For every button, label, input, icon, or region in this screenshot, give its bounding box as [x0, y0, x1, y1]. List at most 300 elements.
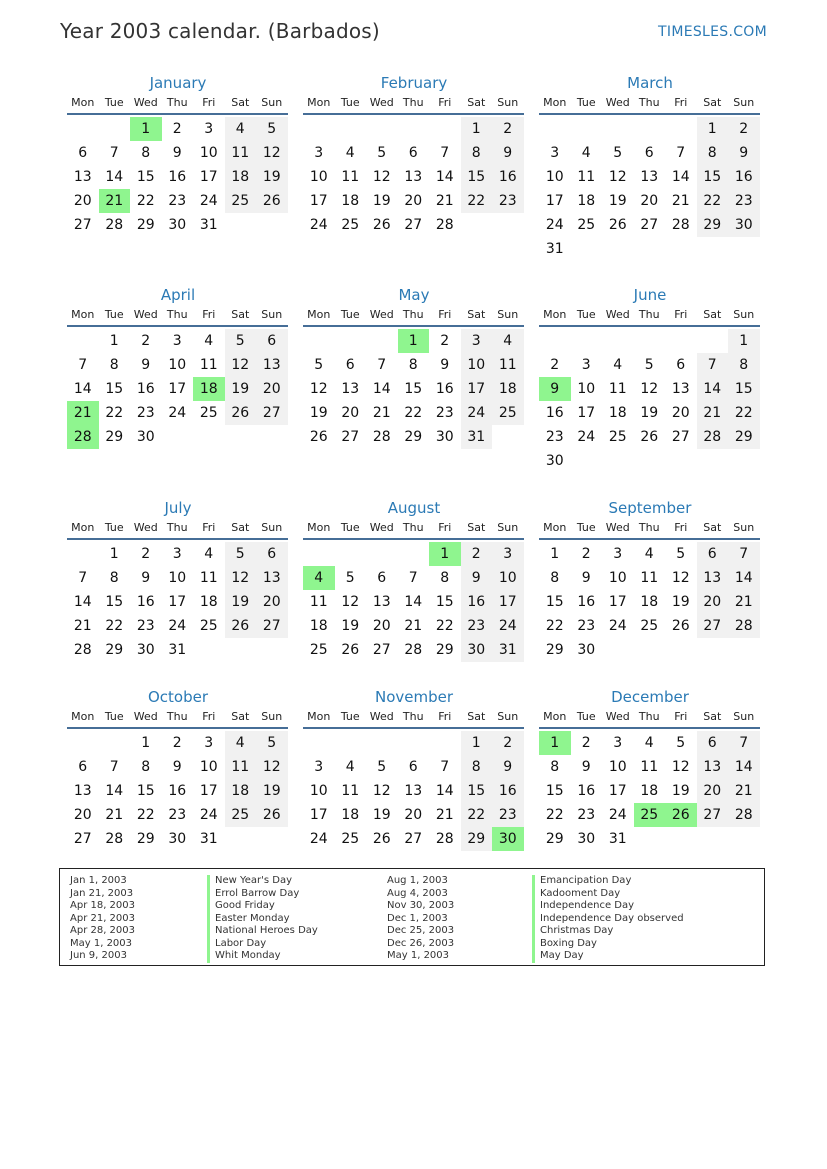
day-cell: 4 [345, 759, 355, 775]
day-cell: 29 [105, 642, 124, 658]
header-rule [539, 727, 760, 729]
day-cell: 13 [73, 783, 92, 799]
weekday-label: Sun [261, 710, 283, 723]
weekday-header [67, 306, 289, 323]
day-cell: 31 [461, 425, 493, 449]
day-cell: 6 [345, 357, 355, 373]
weekday-label: Fri [438, 521, 452, 534]
weekday-header [303, 519, 525, 536]
day-cell: 28 [671, 217, 690, 233]
day-cell: 26 [640, 429, 659, 445]
day-cell: 9 [581, 759, 591, 775]
day-cell: 4 [492, 329, 524, 353]
day-cell: 13 [697, 755, 729, 779]
day-cell: 22 [697, 189, 729, 213]
day-cell: 13 [73, 169, 92, 185]
day-cell: 11 [225, 141, 257, 165]
holiday-date: Dec 26, 2003 [387, 937, 455, 949]
weekday-label: Wed [369, 521, 394, 534]
day-cell: 6 [377, 570, 387, 586]
day-cell: 8 [141, 145, 151, 161]
weekday-label: Sun [733, 710, 755, 723]
empty-cell [366, 731, 398, 755]
day-cell: 9 [492, 755, 524, 779]
weekday-label: Mon [71, 710, 95, 723]
weekday-label: Tue [340, 710, 360, 723]
day-cell: 7 [440, 759, 450, 775]
day-cell: 30 [728, 213, 760, 237]
day-cell: 4 [225, 731, 257, 755]
days-grid [539, 542, 761, 662]
day-cell: 14 [671, 169, 690, 185]
day-cell: 1 [461, 117, 493, 141]
day-cell: 2 [581, 546, 591, 562]
days-grid [539, 731, 761, 851]
day-cell: 12 [341, 594, 360, 610]
header-rule [539, 325, 760, 327]
day-cell: 18 [341, 807, 360, 823]
day-cell: 25 [341, 831, 360, 847]
weekday-label: Mon [307, 308, 331, 321]
days-grid [303, 542, 525, 662]
day-cell: 9 [172, 145, 182, 161]
day-cell: 12 [671, 759, 690, 775]
day-cell: 29 [435, 642, 454, 658]
day-cell: 30 [461, 638, 493, 662]
day-cell: 27 [73, 217, 92, 233]
weekday-label: Sun [497, 710, 519, 723]
holiday-name: Errol Barrow Day [207, 888, 318, 901]
day-cell: 10 [199, 145, 218, 161]
day-cell: 17 [577, 405, 596, 421]
day-cell: 17 [608, 594, 627, 610]
day-cell: 11 [492, 353, 524, 377]
day-cell: 31 [199, 217, 218, 233]
day-cell: 24 [545, 217, 564, 233]
day-cell: 22 [728, 401, 760, 425]
day-cell: 26 [671, 618, 690, 634]
day-cell: 5 [676, 735, 686, 751]
day-cell: 31 [199, 831, 218, 847]
day-cell: 21 [697, 401, 729, 425]
day-cell: 16 [136, 381, 155, 397]
day-cell: 28 [435, 831, 454, 847]
empty-cell [366, 329, 398, 353]
holiday-name: Independence Day observed [532, 913, 684, 926]
day-cell: 2 [440, 333, 450, 349]
day-cell: 23 [492, 189, 524, 213]
days-grid [539, 329, 761, 473]
empty-cell [602, 117, 634, 141]
month-title: January [149, 74, 207, 92]
day-cell: 8 [408, 357, 418, 373]
holiday-name: May Day [532, 950, 684, 963]
weekday-label: Mon [543, 96, 567, 109]
weekday-label: Fri [674, 521, 688, 534]
weekday-label: Mon [307, 96, 331, 109]
day-cell: 8 [461, 141, 493, 165]
day-cell: 29 [105, 429, 124, 445]
day-cell: 22 [545, 807, 564, 823]
day-cell: 11 [640, 570, 659, 586]
empty-cell [398, 542, 430, 566]
day-cell: 15 [461, 165, 493, 189]
day-cell: 6 [78, 145, 88, 161]
site-link[interactable]: TIMESLES.COM [658, 24, 767, 40]
holiday-names-left [207, 875, 318, 963]
day-cell: 20 [73, 807, 92, 823]
day-cell: 23 [577, 618, 596, 634]
day-cell: 15 [105, 381, 124, 397]
day-cell: 25 [225, 803, 257, 827]
day-cell: 12 [256, 755, 288, 779]
day-cell: 10 [168, 357, 187, 373]
empty-cell [303, 542, 335, 566]
weekday-label: Sat [703, 96, 722, 109]
day-cell: 7 [109, 145, 119, 161]
day-cell: 17 [545, 193, 564, 209]
empty-cell [539, 329, 571, 353]
weekday-header [303, 306, 525, 323]
weekday-label: Sun [497, 521, 519, 534]
day-cell: 27 [341, 429, 360, 445]
day-cell: 3 [172, 546, 182, 562]
day-cell: 24 [309, 831, 328, 847]
days-grid [539, 117, 761, 261]
weekday-header [67, 708, 289, 725]
day-cell: 16 [545, 405, 564, 421]
day-cell: 2 [172, 735, 182, 751]
weekday-label: Mon [307, 710, 331, 723]
day-cell: 19 [309, 405, 328, 421]
weekday-label: Mon [71, 308, 95, 321]
weekday-label: Fri [202, 96, 216, 109]
day-cell: 18 [577, 193, 596, 209]
day-cell: 10 [461, 353, 493, 377]
day-cell: 20 [256, 590, 288, 614]
day-cell: 1 [697, 117, 729, 141]
month-title: April [160, 286, 196, 304]
day-cell: 16 [577, 783, 596, 799]
weekday-header [539, 519, 761, 536]
weekday-label: Fri [202, 521, 216, 534]
day-cell: 25 [577, 217, 596, 233]
day-cell: 7 [408, 570, 418, 586]
weekday-label: Fri [438, 96, 452, 109]
weekday-header [67, 94, 289, 111]
day-cell: 16 [461, 590, 493, 614]
day-cell: 18 [225, 779, 257, 803]
day-cell: 21 [435, 193, 454, 209]
day-cell: 6 [78, 759, 88, 775]
empty-cell [398, 731, 430, 755]
day-cell: 7 [377, 357, 387, 373]
day-cell: 23 [577, 807, 596, 823]
day-cell: 4 [345, 145, 355, 161]
weekday-label: Sun [261, 96, 283, 109]
day-cell: 21 [671, 193, 690, 209]
day-cell: 25 [199, 405, 218, 421]
day-cell: 6 [676, 357, 686, 373]
day-cell: 9 [581, 570, 591, 586]
day-cell: 15 [697, 165, 729, 189]
day-cell: 11 [608, 381, 627, 397]
empty-cell [539, 117, 571, 141]
day-cell: 17 [461, 377, 493, 401]
day-cell: 24 [168, 405, 187, 421]
weekday-label: Tue [340, 521, 360, 534]
day-cell: 13 [640, 169, 659, 185]
day-cell: 6 [644, 145, 654, 161]
empty-cell [571, 329, 603, 353]
weekday-label: Thu [166, 96, 188, 109]
empty-cell [303, 731, 335, 755]
day-cell: 22 [105, 405, 124, 421]
day-cell: 10 [309, 169, 328, 185]
holiday-name: Christmas Day [532, 925, 684, 938]
day-cell: 13 [671, 381, 690, 397]
day-cell: 8 [141, 759, 151, 775]
day-cell: 12 [608, 169, 627, 185]
day-cell: 3 [461, 329, 493, 353]
day-cell: 6 [408, 759, 418, 775]
day-cell: 27 [697, 614, 729, 638]
days-grid [303, 117, 525, 237]
day-cell: 30 [168, 831, 187, 847]
day-cell: 4 [225, 117, 257, 141]
day-cell: 19 [640, 405, 659, 421]
day-cell: 17 [199, 783, 218, 799]
day-cell: 29 [545, 831, 564, 847]
day-cell: 3 [204, 121, 214, 137]
day-cell: 4 [613, 357, 623, 373]
day-cell: 14 [105, 169, 124, 185]
day-cell: 20 [404, 193, 423, 209]
day-cell: 23 [461, 614, 493, 638]
day-cell: 20 [640, 193, 659, 209]
day-cell: 5 [345, 570, 355, 586]
day-cell: 31 [545, 241, 564, 257]
weekday-label: Fri [438, 308, 452, 321]
day-cell: 28 [73, 642, 92, 658]
month-may [303, 284, 525, 449]
day-cell: 15 [461, 779, 493, 803]
day-cell: 10 [492, 566, 524, 590]
day-cell: 14 [73, 381, 92, 397]
day-cell: 12 [256, 141, 288, 165]
day-cell: 7 [676, 145, 686, 161]
month-title: August [387, 499, 441, 517]
day-cell: 15 [105, 594, 124, 610]
header-rule [303, 325, 524, 327]
day-cell: 8 [109, 570, 119, 586]
day-cell: 25 [341, 217, 360, 233]
weekday-label: Tue [576, 521, 596, 534]
day-cell: 2 [141, 333, 151, 349]
empty-cell [429, 731, 461, 755]
days-grid [303, 731, 525, 851]
day-cell: 13 [404, 783, 423, 799]
weekday-label: Sun [261, 521, 283, 534]
weekday-label: Mon [307, 521, 331, 534]
day-cell: 29 [136, 831, 155, 847]
weekday-label: Wed [369, 308, 394, 321]
weekday-label: Sat [467, 308, 486, 321]
weekday-label: Sat [231, 96, 250, 109]
header-rule [303, 113, 524, 115]
day-cell: 23 [168, 807, 187, 823]
day-cell: 12 [225, 566, 257, 590]
day-cell: 2 [550, 357, 560, 373]
day-cell: 17 [168, 594, 187, 610]
weekday-label: Tue [340, 308, 360, 321]
day-cell: 10 [168, 570, 187, 586]
day-cell: 13 [697, 566, 729, 590]
day-cell: 24 [608, 618, 627, 634]
day-cell: 29 [697, 213, 729, 237]
weekday-label: Mon [543, 521, 567, 534]
weekday-label: Sun [733, 308, 755, 321]
day-cell: 24 [168, 618, 187, 634]
day-cell: 7 [697, 353, 729, 377]
day-cell: 18 [199, 594, 218, 610]
empty-cell [665, 329, 697, 353]
weekday-header [539, 94, 761, 111]
day-cell: 12 [225, 353, 257, 377]
day-cell: 7 [78, 570, 88, 586]
day-cell: 26 [225, 401, 257, 425]
day-cell: 5 [256, 731, 288, 755]
day-cell: 7 [78, 357, 88, 373]
day-cell: 2 [581, 735, 591, 751]
day-cell: 14 [372, 381, 391, 397]
day-cell: 3 [204, 735, 214, 751]
day-cell: 27 [697, 803, 729, 827]
empty-cell [335, 731, 367, 755]
weekday-label: Fri [202, 710, 216, 723]
day-cell: 5 [256, 117, 288, 141]
header-rule [67, 113, 288, 115]
weekday-label: Wed [369, 96, 394, 109]
day-cell: 26 [372, 831, 391, 847]
weekday-label: Sat [231, 710, 250, 723]
weekday-label: Fri [202, 308, 216, 321]
day-cell: 29 [545, 642, 564, 658]
day-cell: 1 [461, 731, 493, 755]
holiday-day-cell: 30 [492, 827, 524, 851]
day-cell: 17 [309, 193, 328, 209]
day-cell: 4 [644, 735, 654, 751]
day-cell: 14 [404, 594, 423, 610]
day-cell: 3 [314, 759, 324, 775]
day-cell: 2 [492, 731, 524, 755]
day-cell: 5 [314, 357, 324, 373]
day-cell: 5 [225, 542, 257, 566]
day-cell: 24 [492, 614, 524, 638]
day-cell: 25 [199, 618, 218, 634]
day-cell: 24 [309, 217, 328, 233]
day-cell: 23 [492, 803, 524, 827]
day-cell: 17 [309, 807, 328, 823]
day-cell: 19 [372, 807, 391, 823]
holiday-name: Boxing Day [532, 938, 684, 951]
day-cell: 26 [309, 429, 328, 445]
holiday-name: Labor Day [207, 938, 318, 951]
weekday-label: Wed [605, 710, 630, 723]
holiday-dates-left [70, 875, 135, 963]
day-cell: 9 [492, 141, 524, 165]
empty-cell [602, 329, 634, 353]
day-cell: 1 [141, 735, 151, 751]
month-title: February [380, 74, 448, 92]
weekday-label: Sat [231, 521, 250, 534]
day-cell: 10 [199, 759, 218, 775]
day-cell: 10 [608, 759, 627, 775]
month-june [539, 284, 761, 473]
day-cell: 5 [377, 759, 387, 775]
day-cell: 9 [172, 759, 182, 775]
empty-cell [634, 329, 666, 353]
day-cell: 13 [341, 381, 360, 397]
day-cell: 11 [309, 594, 328, 610]
empty-cell [303, 117, 335, 141]
holiday-name: Whit Monday [207, 950, 318, 963]
day-cell: 17 [199, 169, 218, 185]
day-cell: 18 [640, 594, 659, 610]
days-grid [67, 542, 289, 662]
holiday-day-cell: 1 [130, 117, 162, 141]
day-cell: 6 [256, 329, 288, 353]
weekday-label: Wed [605, 96, 630, 109]
day-cell: 24 [461, 401, 493, 425]
weekday-label: Thu [638, 521, 660, 534]
holiday-legend [59, 868, 765, 966]
day-cell: 10 [608, 570, 627, 586]
day-cell: 26 [341, 642, 360, 658]
day-cell: 29 [728, 425, 760, 449]
weekday-header [303, 94, 525, 111]
day-cell: 27 [671, 429, 690, 445]
empty-cell [99, 731, 131, 755]
holiday-date: May 1, 2003 [70, 937, 133, 949]
holiday-date: Apr 21, 2003 [70, 912, 136, 924]
day-cell: 25 [309, 642, 328, 658]
day-cell: 19 [256, 165, 288, 189]
month-title: October [147, 688, 209, 706]
weekday-label: Sat [467, 710, 486, 723]
day-cell: 6 [256, 542, 288, 566]
day-cell: 3 [581, 357, 591, 373]
day-cell: 3 [613, 546, 623, 562]
day-cell: 7 [440, 145, 450, 161]
empty-cell [398, 117, 430, 141]
days-grid [67, 329, 289, 449]
weekday-label: Tue [104, 521, 124, 534]
empty-cell [429, 117, 461, 141]
day-cell: 20 [73, 193, 92, 209]
day-cell: 15 [728, 377, 760, 401]
month-march [539, 72, 761, 261]
header-rule [539, 113, 760, 115]
day-cell: 23 [728, 189, 760, 213]
day-cell: 15 [545, 783, 564, 799]
weekday-label: Tue [576, 308, 596, 321]
holiday-day-cell: 1 [398, 329, 430, 353]
day-cell: 2 [728, 117, 760, 141]
day-cell: 5 [644, 357, 654, 373]
day-cell: 25 [640, 618, 659, 634]
day-cell: 16 [435, 381, 454, 397]
